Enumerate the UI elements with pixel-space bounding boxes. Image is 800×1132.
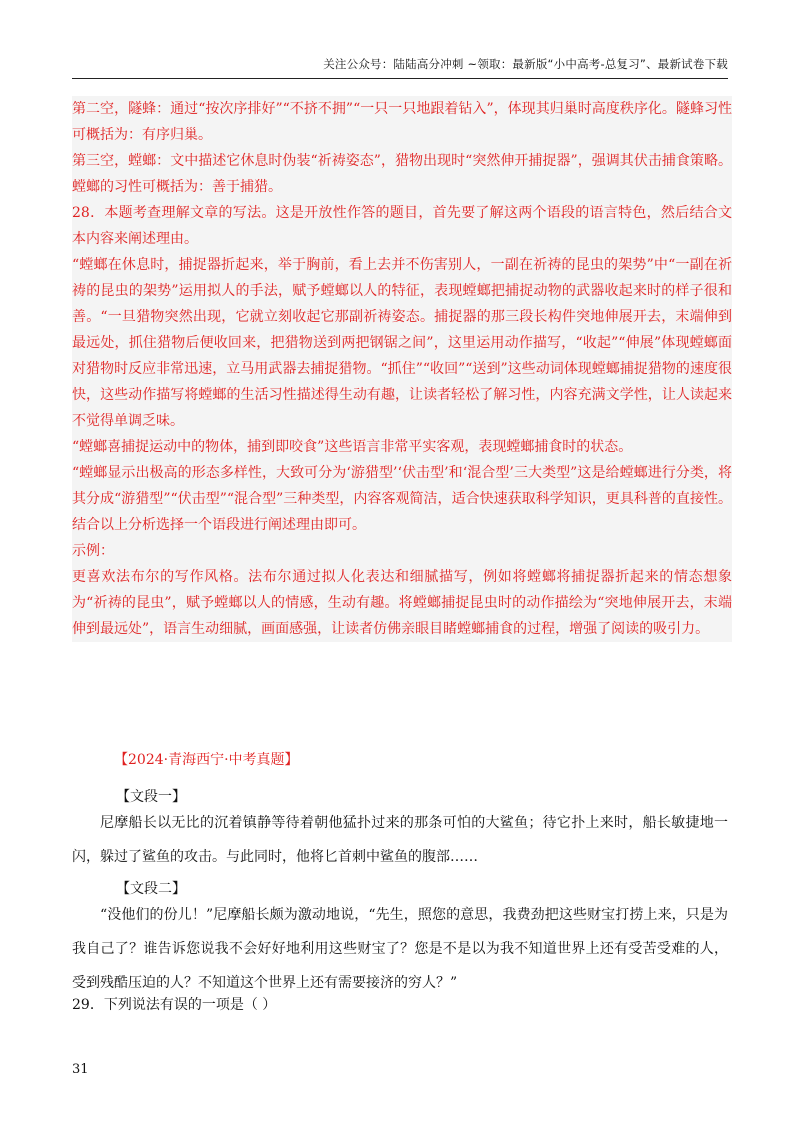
question-29: 29．下列说法有误的一项是（ ） <box>72 997 277 1013</box>
segment-one-text: 尼摩船长以无比的沉着镇静等待着朝他猛扑过来的那条可怕的大鲨鱼；待它扑上来时，船长敏捷地一闪，躲过了鲨鱼的攻击。与此同时，他将匕首刺中鲨鱼的腹部…… <box>72 815 728 865</box>
source-label: 【2024·青海西宁·中考真题】 <box>114 752 299 768</box>
segment-one-label: 【文段一】 <box>116 789 186 805</box>
answer-paragraph: 第三空，螳螂：文中描述它休息时伪装“祈祷姿态”，猎物出现时“突然伸开捕捉器”，强调其伏击捕食策略。螳螂的习性可概括为：善于捕猎。 <box>72 153 732 195</box>
answer-paragraph: “螳螂喜捕捉运动中的物体，捕到即咬食”这些语言非常平实客观，表现螳螂捕食时的状态。 <box>72 439 633 455</box>
answer-paragraph: 28．本题考查理解文章的写法。这是开放性作答的题目，首先要了解这两个语段的语言特色，然后结合文本内容来阐述理由。 <box>72 205 732 247</box>
answer-block <box>72 96 732 642</box>
answer-paragraph: 示例： <box>72 543 114 559</box>
page-number: 31 <box>72 1062 89 1077</box>
header-divider <box>72 78 728 79</box>
segment-two-label: 【文段二】 <box>116 881 186 897</box>
answer-paragraph: “螳螂显示出极高的形态多样性，大致可分为‘游猎型’‘伏击型’和‘混合型’三大类型”这是给螳螂进行分类，将其分成“游猎型”“伏击型”“混合型”三种类型，内容客观简洁，适合快速获取科学知识，更具科普的直接性。结合以上分析选择一个语段进行阐述理由即可。 <box>72 465 732 533</box>
page-header: 关注公众号：陆陆高分冲刺 ~领取：最新版“小中高考-总复习”、最新试卷下载 <box>323 57 728 71</box>
segment-two-text: “没他们的份儿！”尼摩船长颇为激动地说，“先生，照您的意思，我费劲把这些财宝打捞上来，只是为我自己了？谁告诉您说我不会好好地利用这些财宝了？您是不是以为我不知道世界上还有受苦受难的人，受到残酷压迫的人？不知道这个世界上还有需要接济的穷人？” <box>72 907 728 991</box>
answer-paragraph: 更喜欢法布尔的写作风格。法布尔通过拟人化表达和细腻描写，例如将螳螂将捕捉器折起来的情态想象为“祈祷的昆虫”，赋予螳螂以人的情感，生动有趣。将螳螂捕捉昆虫时的动作描绘为“突地伸展开去，末端伸到最远处”，语言生动细腻，画面感强，让读者仿佛亲眼目睹螳螂捕食的过程，增强了阅读的吸引力。 <box>72 569 732 637</box>
answer-paragraph: 第二空，隧蜂：通过“按次序排好”“不挤不拥”“一只一只地跟着钻入”，体现其归巢时高度秩序化。隧蜂习性可概括为：有序归巢。 <box>72 101 732 143</box>
answer-paragraph: “螳螂在休息时，捕捉器折起来，举于胸前，看上去并不伤害别人，一副在祈祷的昆虫的架势”中“一副在祈祷的昆虫的架势”运用拟人的手法，赋予螳螂以人的特征，表现螳螂把捕捉动物的武器收起来时的样子很和善。“一旦猎物突然出现，它就立刻收起它那副祈祷姿态。捕捉器的那三段长构件突地伸展开去，末端伸到最远处，抓住猎物后便收回来，把猎物送到两把钢锯之间”，这里运用动作描写，“收起”“伸展”体现螳螂面对猎物时反应非常迅速，立马用武器去捕捉猎物。“抓住”“收回”“送到”这些动词体现螳螂捕捉猎物的速度很快，这些动作描写将螳螂的生活习性描述得生动有趣，让读者轻松了解习性，内容充满文学性，让人读起来不觉得单调乏味。 <box>72 257 732 429</box>
